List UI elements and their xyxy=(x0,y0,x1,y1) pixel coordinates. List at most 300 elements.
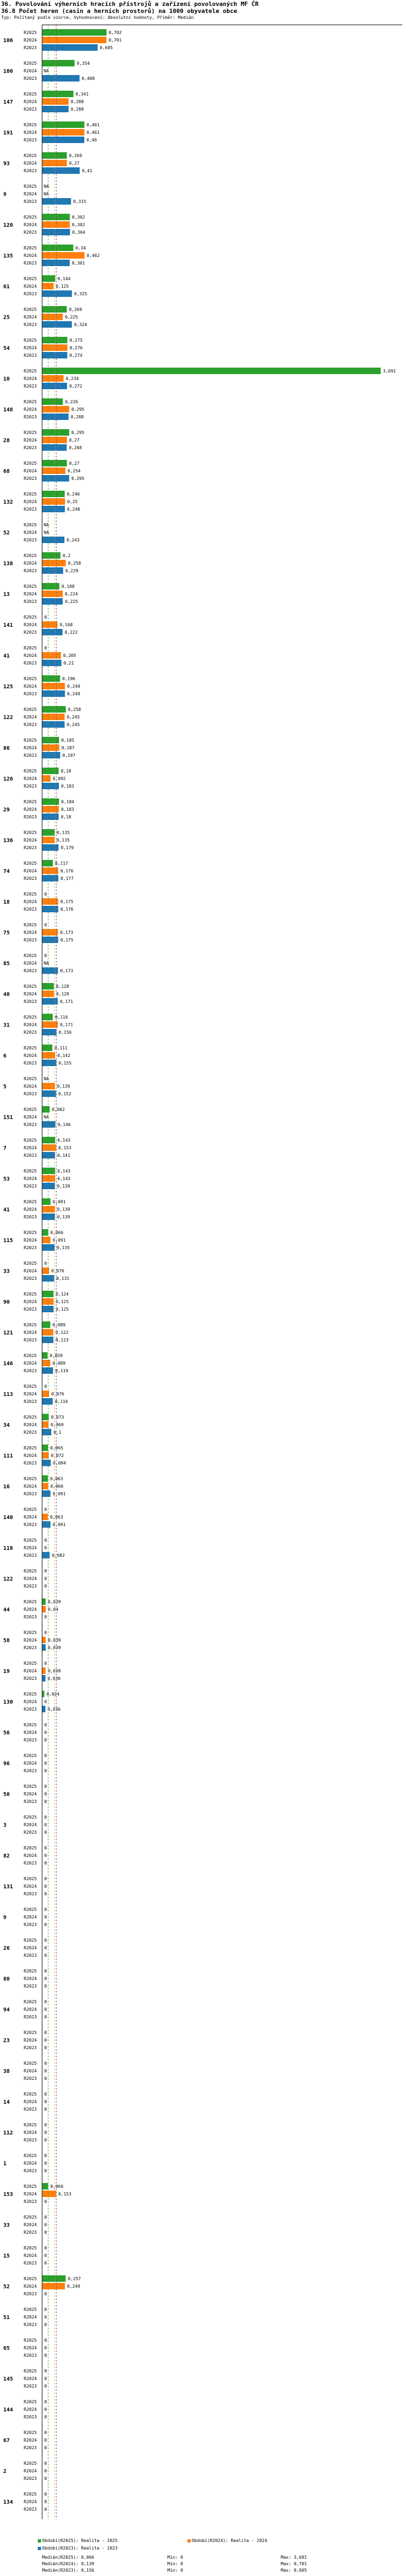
category-label: 33 xyxy=(3,1269,10,1275)
bar xyxy=(42,1329,53,1336)
series-label: R2025 xyxy=(24,1076,37,1081)
series-label: R2023 xyxy=(24,1738,37,1743)
value-label: 0 xyxy=(44,646,47,650)
series-label: R2025 xyxy=(24,1538,37,1543)
value-label: 0,46 xyxy=(86,138,97,143)
category-label: 33 xyxy=(3,2222,10,2228)
series-label: R2023 xyxy=(24,2015,37,2019)
value-label: 0,125 xyxy=(56,1299,69,1304)
series-label: R2023 xyxy=(24,107,37,112)
bar xyxy=(42,429,69,436)
category-label: 74 xyxy=(3,869,10,875)
bar xyxy=(42,167,80,174)
median-r2023: Medián(R2023): 0,156 xyxy=(42,2568,94,2573)
value-label: 0,152 xyxy=(58,1092,71,1096)
series-label: R2025 xyxy=(24,953,37,958)
value-label: 0,27 xyxy=(69,461,80,466)
series-label: R2024 xyxy=(24,284,37,289)
bar xyxy=(42,1360,50,1366)
value-label: 0,124 xyxy=(56,1292,69,1297)
series-label: R2025 xyxy=(24,1630,37,1635)
value-label: 0,245 xyxy=(66,715,80,720)
category-label: 96 xyxy=(3,1761,10,1767)
value-label: 0 xyxy=(44,1569,47,1574)
series-label: R2025 xyxy=(24,492,37,497)
bar xyxy=(42,214,70,220)
bar xyxy=(42,1598,46,1605)
category-label: 18 xyxy=(3,899,10,905)
series-label: R2025 xyxy=(24,830,37,835)
bar xyxy=(42,314,63,320)
category-label: 54 xyxy=(3,345,10,351)
value-label: 0,091 xyxy=(52,1492,66,1496)
value-label: 0,063 xyxy=(50,1476,63,1481)
series-label: R2025 xyxy=(24,2092,37,2097)
value-label: 0 xyxy=(44,2199,47,2204)
value-label: 0 xyxy=(44,1853,47,1858)
series-label: R2024 xyxy=(24,715,37,720)
series-label: R2025 xyxy=(24,1846,37,1850)
value-label: 0,117 xyxy=(55,861,68,866)
bar xyxy=(42,91,73,97)
series-label: R2023 xyxy=(24,2107,37,2112)
series-label: R2025 xyxy=(24,2123,37,2127)
series-label: R2024 xyxy=(24,1576,37,1581)
category-label: 121 xyxy=(3,1330,14,1336)
category-label: 58 xyxy=(3,1638,10,1644)
series-label: R2025 xyxy=(24,1815,37,1820)
value-label: 0 xyxy=(44,1576,47,1581)
category-label: 147 xyxy=(3,99,14,105)
series-label: R2024 xyxy=(24,161,37,166)
value-label: 0,146 xyxy=(57,1122,71,1127)
value-label: 0,173 xyxy=(60,930,73,935)
category-label: 41 xyxy=(3,1207,10,1213)
bar xyxy=(42,1083,55,1089)
value-label: 0,139 xyxy=(57,1215,70,1219)
series-label: R2025 xyxy=(24,584,37,589)
series-label: R2023 xyxy=(24,1399,37,1404)
value-label: 0,059 xyxy=(50,1353,63,1358)
category-label: 26 xyxy=(3,1945,10,1951)
series-label: R2024 xyxy=(24,2007,37,2012)
value-label: 0,143 xyxy=(57,1176,71,1181)
value-label: 0,153 xyxy=(58,2192,72,2197)
value-label: 0,249 xyxy=(67,692,80,696)
series-label: R2023 xyxy=(24,2199,37,2204)
category-label: 75 xyxy=(3,930,10,936)
bar xyxy=(42,375,64,382)
bar xyxy=(42,844,58,851)
bar xyxy=(42,898,58,905)
series-label: R2025 xyxy=(24,1784,37,1789)
category-label: 130 xyxy=(3,1699,14,1705)
value-label: 0 xyxy=(44,2461,47,2466)
series-label: R2024 xyxy=(24,1484,37,1489)
series-label: R2023 xyxy=(24,968,37,973)
series-label: R2023 xyxy=(24,76,37,81)
series-label: R2023 xyxy=(24,2476,37,2481)
series-label: R2024 xyxy=(24,2469,37,2473)
bar xyxy=(42,1691,44,1697)
value-label: 0 xyxy=(44,2107,47,2112)
value-label: 0 xyxy=(44,2099,47,2104)
value-label: 0,143 xyxy=(57,1138,71,1143)
category-label: 52 xyxy=(3,2284,10,2290)
value-label: 0,119 xyxy=(55,1368,69,1373)
category-label: 65 xyxy=(3,2345,10,2351)
value-label: 0 xyxy=(44,2430,47,2435)
series-label: R2023 xyxy=(24,876,37,881)
value-label: 0 xyxy=(44,2399,47,2404)
bar xyxy=(42,321,72,328)
category-label: 146 xyxy=(3,1361,14,1367)
bar xyxy=(42,491,65,497)
series-label: R2024 xyxy=(24,992,37,996)
category-label: 25 xyxy=(3,315,10,321)
value-label: 0,226 xyxy=(65,399,78,404)
bar xyxy=(42,1214,55,1220)
value-label: 0,122 xyxy=(55,1330,69,1335)
bar xyxy=(42,2283,65,2289)
value-label: 0,066 xyxy=(50,1230,64,1235)
series-label: R2023 xyxy=(24,845,37,850)
value-label: 0 xyxy=(44,1907,47,1912)
value-label: 0,066 xyxy=(50,1484,64,1489)
bar xyxy=(42,814,59,820)
category-label: 7 xyxy=(3,1145,7,1151)
series-label: R2023 xyxy=(24,1892,37,1896)
category-label: 94 xyxy=(3,2007,10,2013)
value-label: 0,153 xyxy=(58,1145,72,1150)
category-label: 16 xyxy=(3,1484,10,1490)
bar xyxy=(42,60,75,66)
category-label: 51 xyxy=(3,2315,10,2321)
value-label: 0 xyxy=(44,2338,47,2343)
series-label: R2024 xyxy=(24,622,37,627)
value-label: 0,234 xyxy=(65,376,79,381)
category-label: 80 xyxy=(3,1976,10,1982)
series-label: R2024 xyxy=(24,684,37,689)
value-label: 0,116 xyxy=(55,1015,68,1020)
series-label: R2025 xyxy=(24,1692,37,1697)
category-label: 34 xyxy=(3,1422,10,1428)
series-label: R2023 xyxy=(24,2415,37,2419)
value-label: 0 xyxy=(44,2253,47,2258)
category-label: 136 xyxy=(3,838,14,844)
value-label: 0,091 xyxy=(52,1199,66,1204)
category-label: 138 xyxy=(3,561,14,567)
series-label: R2023 xyxy=(24,1615,37,1619)
category-label: 28 xyxy=(3,438,10,444)
series-label: R2024 xyxy=(24,1884,37,1889)
series-label: R2023 xyxy=(24,2384,37,2389)
value-label: 0 xyxy=(44,1699,47,1704)
category-label: 111 xyxy=(3,1453,14,1459)
value-label: 0 xyxy=(44,2076,47,2081)
value-label: 0,024 xyxy=(46,1692,60,1697)
series-label: R2024 xyxy=(24,1638,37,1643)
bar xyxy=(42,2275,66,2282)
value-label: 0 xyxy=(44,2007,47,2012)
value-label: 0,094 xyxy=(52,1461,66,1466)
value-label: 0,183 xyxy=(61,807,75,812)
bar xyxy=(42,906,58,912)
bar xyxy=(42,1052,55,1059)
value-label: 0,408 xyxy=(82,76,95,81)
value-label: 0,168 xyxy=(59,622,73,627)
bar xyxy=(42,460,67,466)
value-label: 0 xyxy=(44,1784,47,1789)
value-label: 0 xyxy=(44,1761,47,1766)
series-label: R2024 xyxy=(24,592,37,596)
series-label: R2023 xyxy=(24,353,37,358)
series-label: R2024 xyxy=(24,222,37,227)
value-label: 0 xyxy=(44,1976,47,1981)
value-label: 0,27 xyxy=(69,438,80,443)
value-label: 0,179 xyxy=(60,845,74,850)
value-label: 0,275 xyxy=(69,338,83,343)
series-label: R2024 xyxy=(24,130,37,135)
category-label: 52 xyxy=(3,530,10,536)
series-label: R2024 xyxy=(24,1699,37,1704)
value-label: 0 xyxy=(44,1876,47,1881)
series-label: R2025 xyxy=(24,2369,37,2374)
series-label: R2025 xyxy=(24,1876,37,1881)
series-label: R2023 xyxy=(24,722,37,727)
series-label: R2023 xyxy=(24,1153,37,1158)
series-label: R2024 xyxy=(24,69,37,73)
value-label: 0,089 xyxy=(52,1361,66,1366)
value-label: 0 xyxy=(44,2384,47,2389)
value-label: 0,1 xyxy=(53,1430,62,1435)
series-label: R2024 xyxy=(24,2407,37,2412)
series-label: R2025 xyxy=(24,1015,37,1020)
series-label: R2023 xyxy=(24,1584,37,1589)
value-label: 0,135 xyxy=(56,1245,70,1250)
series-label: R2024 xyxy=(24,1669,37,1673)
category-label: 53 xyxy=(3,1176,10,1182)
series-label: R2024 xyxy=(24,2130,37,2135)
bar xyxy=(42,1552,50,1558)
value-label: 0,249 xyxy=(67,2284,80,2289)
series-label: R2023 xyxy=(24,692,37,696)
value-label: 0,039 xyxy=(48,1638,61,1643)
min-r2023: Min: 0 xyxy=(167,2568,183,2573)
bar xyxy=(42,1229,48,1236)
bar xyxy=(42,1337,53,1343)
value-label: 0,269 xyxy=(69,307,82,312)
category-label: 122 xyxy=(3,1576,14,1582)
value-label: 0,036 xyxy=(48,1707,61,1712)
series-label: R2023 xyxy=(24,1707,37,1712)
series-label: R2024 xyxy=(24,192,37,196)
category-label: 141 xyxy=(3,622,14,628)
value-label: 0,142 xyxy=(57,1053,71,1058)
series-label: R2025 xyxy=(24,2276,37,2281)
value-label: 0,065 xyxy=(50,1446,64,1450)
category-label: 191 xyxy=(3,130,14,136)
series-label: R2024 xyxy=(24,1207,37,1212)
series-label: R2024 xyxy=(24,99,37,104)
series-label: R2025 xyxy=(24,1384,37,1389)
bar xyxy=(42,660,62,666)
category-label: 115 xyxy=(3,1238,14,1244)
bar xyxy=(42,1644,46,1651)
category-label: 144 xyxy=(3,2407,14,2413)
value-label: 0,41 xyxy=(82,168,92,173)
value-label: 0,092 xyxy=(52,776,66,781)
series-label: R2024 xyxy=(24,1453,37,1458)
bar xyxy=(42,283,53,289)
category-label: 67 xyxy=(3,2438,10,2444)
value-label: 0,063 xyxy=(50,1515,63,1520)
bar xyxy=(42,1475,48,1482)
category-label: 10 xyxy=(3,376,10,382)
series-label: R2025 xyxy=(24,1446,37,1450)
value-label: 0,302 xyxy=(72,215,85,220)
value-label: 0 xyxy=(44,1753,47,1758)
category-label: 9 xyxy=(3,1915,7,1921)
series-label: R2023 xyxy=(24,45,37,50)
value-label: 0,288 xyxy=(70,99,84,104)
value-label: 0 xyxy=(44,2469,47,2473)
value-label: 0 xyxy=(44,2153,47,2158)
bar xyxy=(42,1291,53,1297)
bar xyxy=(42,1429,51,1435)
series-label: R2024 xyxy=(24,838,37,843)
series-label: R2024 xyxy=(24,1084,37,1089)
bar xyxy=(42,629,63,635)
series-label: R2023 xyxy=(24,784,37,789)
value-label: 0 xyxy=(44,1884,47,1889)
category-label: 148 xyxy=(3,407,14,413)
legend-r2025: Obdobi(R2025): Realita - 2025 xyxy=(42,2538,118,2543)
bar xyxy=(42,37,106,43)
bar xyxy=(42,1045,52,1051)
series-label: R2024 xyxy=(24,2161,37,2166)
series-label: R2023 xyxy=(24,445,37,450)
chart-note: Typ: Počítaný podle vzorce, Vyhodnocení: Absolutní hodnoty, Příměr: Medián xyxy=(1,15,194,20)
value-label: 0,701 xyxy=(109,38,122,43)
value-label: 0 xyxy=(44,953,47,958)
bar xyxy=(42,752,60,758)
category-label: 134 xyxy=(3,2499,14,2505)
value-label: 0 xyxy=(44,2168,47,2173)
bar xyxy=(42,929,58,936)
value-label: 0 xyxy=(44,1723,47,1727)
value-label: 0,171 xyxy=(60,999,73,1004)
series-label: R2023 xyxy=(24,1338,37,1343)
value-label: 0,295 xyxy=(71,407,85,412)
series-label: R2024 xyxy=(24,1115,37,1120)
series-label: R2025 xyxy=(24,1999,37,2004)
value-label: 0,072 xyxy=(51,1453,64,1458)
series-label: R2025 xyxy=(24,184,37,189)
category-label: 112 xyxy=(3,2130,14,2136)
value-label: 0,354 xyxy=(77,61,90,66)
series-label: R2023 xyxy=(24,1061,37,1066)
series-label: R2024 xyxy=(24,2192,37,2197)
series-label: R2024 xyxy=(24,2438,37,2443)
series-label: R2023 xyxy=(24,661,37,666)
value-label: 0,245 xyxy=(66,722,80,727)
series-label: R2024 xyxy=(24,1176,37,1181)
series-label: R2025 xyxy=(24,2307,37,2312)
series-label: R2023 xyxy=(24,1430,37,1435)
value-label: 0 xyxy=(44,2476,47,2481)
series-label: R2023 xyxy=(24,138,37,143)
bar xyxy=(42,129,84,135)
category-label: 125 xyxy=(3,684,14,690)
bar xyxy=(42,137,84,143)
value-label: 0,34 xyxy=(75,246,86,250)
bar xyxy=(42,867,58,874)
bar xyxy=(42,383,67,389)
bar xyxy=(42,775,51,782)
value-label: 0,184 xyxy=(61,799,75,804)
min-r2025: Min: 0 xyxy=(167,2555,183,2560)
value-label: 0,076 xyxy=(51,1392,65,1397)
bar xyxy=(42,467,65,474)
bar xyxy=(42,1675,45,1682)
series-label: R2025 xyxy=(24,399,37,404)
bar xyxy=(42,29,106,36)
series-label: R2025 xyxy=(24,30,37,35)
value-label: 0,702 xyxy=(109,30,122,35)
value-label: 0 xyxy=(44,2315,47,2320)
series-label: R2025 xyxy=(24,276,37,281)
series-label: R2024 xyxy=(24,807,37,812)
bar xyxy=(42,537,64,543)
series-label: R2025 xyxy=(24,615,37,620)
bar xyxy=(42,744,59,751)
bar xyxy=(42,1090,56,1097)
series-label: R2023 xyxy=(24,2076,37,2081)
bar xyxy=(42,252,84,259)
value-label: 0,197 xyxy=(62,753,76,758)
value-label: 0 xyxy=(44,2246,47,2250)
value-label: 0,111 xyxy=(54,1046,68,1050)
max-r2025: Max: 3,691 xyxy=(281,2555,307,2560)
series-label: R2023 xyxy=(24,507,37,512)
series-label: R2024 xyxy=(24,1145,37,1150)
value-label: 0 xyxy=(44,2376,47,2381)
bar xyxy=(42,475,69,482)
bar xyxy=(42,2183,48,2189)
series-label: R2023 xyxy=(24,322,37,327)
series-label: R2023 xyxy=(24,568,37,573)
bar xyxy=(42,1014,53,1020)
value-label: 0 xyxy=(44,1768,47,1773)
category-label: 126 xyxy=(3,776,14,782)
value-label: 0,173 xyxy=(60,968,73,973)
bar xyxy=(42,583,59,589)
series-label: R2024 xyxy=(24,1915,37,1920)
series-label: R2025 xyxy=(24,2399,37,2404)
series-label: R2025 xyxy=(24,1169,37,1174)
value-label: 0,089 xyxy=(52,1323,66,1327)
value-label: 0,176 xyxy=(60,869,73,873)
series-label: R2025 xyxy=(24,1969,37,1974)
series-label: R2024 xyxy=(24,653,37,658)
bar xyxy=(42,1021,58,1028)
bar xyxy=(42,675,60,682)
series-label: R2023 xyxy=(24,538,37,543)
value-label: 0,176 xyxy=(60,907,73,912)
value-label: 0 xyxy=(44,1999,47,2004)
category-label: 68 xyxy=(3,469,10,474)
